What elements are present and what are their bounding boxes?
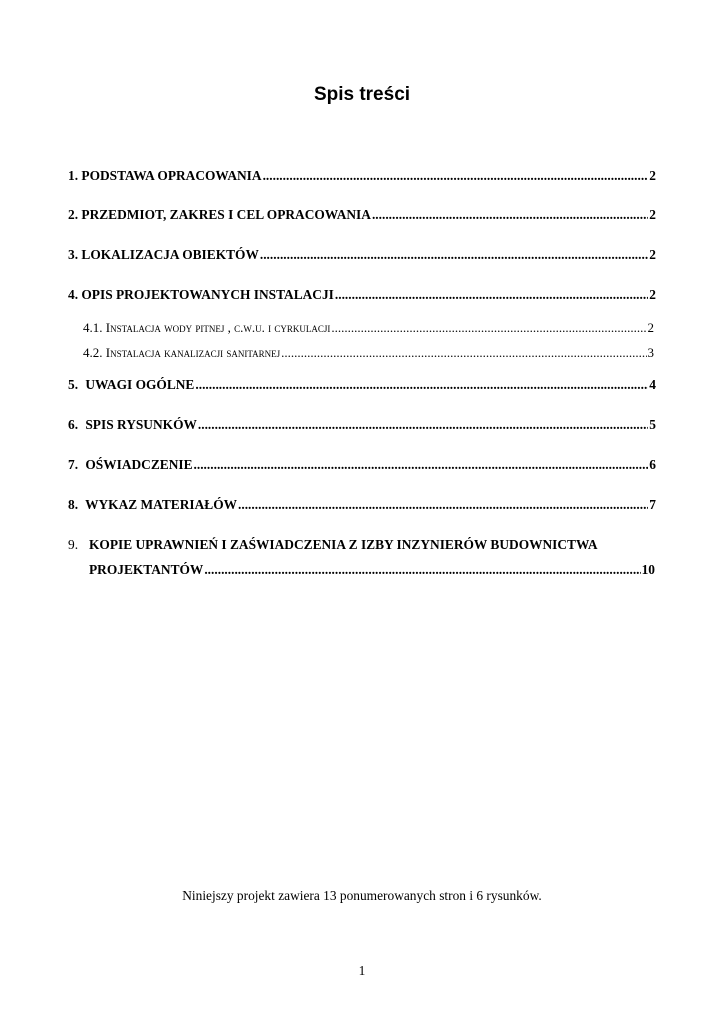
toc-entry-label: KOPIE UPRAWNIEŃ I ZAŚWIADCZENIA Z IZBY INZYNIERÓW BUDOWNICTWA (89, 537, 598, 552)
toc-entry-page: 10 (641, 562, 655, 577)
toc-leader-dots (372, 207, 648, 223)
toc-entry-label: UWAGI OGÓLNE (85, 377, 195, 392)
toc-entry-label: 4. OPIS PROJEKTOWANYCH INSTALACJI (68, 287, 334, 302)
toc-entry-5[interactable] (68, 377, 656, 397)
toc-entry-4-1[interactable] (83, 320, 654, 340)
toc-entry-page: 2 (649, 287, 656, 302)
toc-leader-dots (238, 497, 648, 513)
toc-entry-label: SPIS RYSUNKÓW (85, 417, 197, 432)
toc-entry-number: 8. (68, 497, 79, 512)
toc-entry-page: 7 (649, 497, 656, 512)
page-title: Spis treści (313, 84, 411, 105)
toc-entry-label: 4.2. Instalacja kanalizacji sanitarnej (83, 345, 281, 360)
toc-leader-dots (198, 417, 648, 433)
toc-entry-label: PROJEKTANTÓW (89, 562, 204, 577)
page-number: 1 (358, 963, 366, 978)
toc-leader-dots (335, 287, 648, 303)
toc-entry-page: 5 (649, 417, 656, 432)
toc-entry-3[interactable] (68, 247, 656, 267)
toc-leader-dots (331, 320, 646, 336)
toc-entry-label: 4.1. Instalacja wody pitnej , c.w.u. i cyrkulacji (83, 320, 331, 335)
toc-entry-4-2[interactable] (83, 345, 654, 365)
toc-leader-dots (281, 345, 646, 361)
toc-entry-page: 2 (649, 207, 656, 222)
toc-entry-page: 6 (649, 457, 656, 472)
toc-entry-6[interactable] (68, 417, 656, 437)
toc-entry-page: 2 (649, 168, 656, 183)
toc-entry-8[interactable] (68, 497, 656, 517)
toc-entry-number: 7. (68, 457, 79, 472)
toc-leader-dots (260, 247, 648, 263)
toc-entry-7[interactable] (68, 457, 656, 477)
toc-entry-2[interactable] (68, 207, 656, 227)
toc-entry-number: 6. (68, 417, 79, 432)
footer-note: Niniejszy projekt zawiera 13 ponumerowanych stron i 6 rysunków. (182, 888, 542, 903)
toc-entry-number: 9. (68, 537, 79, 552)
toc-leader-dots (194, 457, 649, 473)
toc-entry-label: 3. LOKALIZACJA OBIEKTÓW (68, 247, 259, 262)
toc-leader-dots (195, 377, 648, 393)
toc-entry-page: 2 (647, 320, 654, 335)
toc-entry-page: 4 (649, 377, 656, 392)
toc-entry-label: 1. PODSTAWA OPRACOWANIA (68, 168, 262, 183)
toc-entry-label: OŚWIADCZENIE (85, 457, 193, 472)
toc-entry-9-line-1[interactable] (68, 537, 598, 553)
toc-entry-label: 2. PRZEDMIOT, ZAKRES I CEL OPRACOWANIA (68, 207, 371, 222)
toc-entry-4[interactable] (68, 287, 656, 307)
toc-entry-label: WYKAZ MATERIAŁÓW (85, 497, 238, 512)
toc-entry-page: 2 (649, 247, 656, 262)
toc-entry-1[interactable] (68, 168, 656, 188)
toc-entry-number: 5. (68, 377, 79, 392)
toc-leader-dots (204, 562, 640, 578)
toc-leader-dots (263, 168, 649, 184)
toc-entry-page: 3 (647, 345, 654, 360)
toc-entry-9-line-2[interactable] (89, 562, 655, 582)
